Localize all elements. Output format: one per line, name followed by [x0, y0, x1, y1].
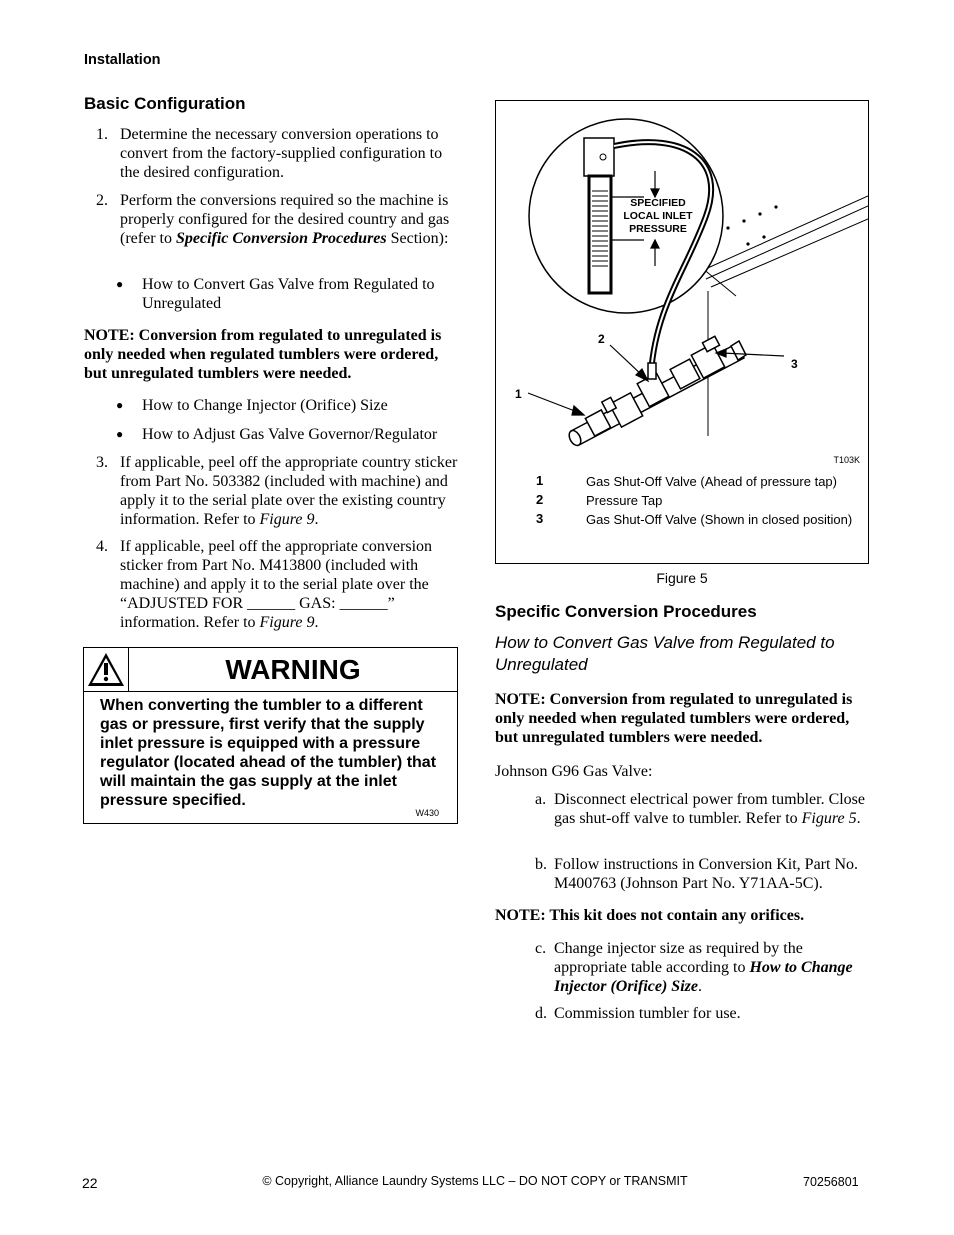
bullet-icon: ● — [116, 398, 124, 412]
valve-intro: Johnson G96 Gas Valve: — [495, 763, 653, 780]
step-text: If applicable, peel off the appropriate country sticker from Part No. 503382 (included with machine) and apply it to the serial plate over the existing country information. Refer to Figure 9. — [120, 454, 458, 528]
cross-reference: Figure 5 — [801, 810, 857, 827]
manometer-tube — [589, 176, 611, 293]
basic-configuration-heading: Basic Configuration — [84, 94, 246, 113]
legend-number: 3 — [536, 511, 544, 526]
step-letter: d. — [535, 1005, 547, 1022]
note: NOTE: This kit does not contain any orifices. — [495, 907, 805, 924]
pressure-label-line: LOCAL INLET — [623, 210, 693, 222]
warning-title: WARNING — [225, 654, 361, 685]
legend-number: 1 — [536, 473, 544, 488]
step-number: 1. — [96, 126, 108, 143]
bullet-text: How to Adjust Gas Valve Governor/Regulator — [142, 426, 438, 443]
gas-valve-illustration — [496, 101, 868, 461]
step-letter: a. — [535, 791, 547, 808]
callout-number-1: 1 — [515, 387, 522, 401]
warning-icon — [84, 648, 129, 691]
frame-hole — [746, 242, 749, 245]
basic-configuration-list — [84, 125, 459, 645]
step-text: Commission tumbler for use. — [554, 1005, 741, 1022]
note: NOTE: Conversion from regulated to unregulated is only needed when regulated tumblers were ordered, but unregulated tumblers were needed. — [495, 691, 853, 746]
step-number: 2. — [96, 192, 108, 209]
step-number: 4. — [96, 538, 108, 555]
figure-5-box — [495, 100, 869, 564]
pressure-tap — [648, 363, 656, 379]
bullet-text: How to Convert Gas Valve from Regulated to Unregulated — [142, 276, 435, 312]
legend-number: 2 — [536, 492, 544, 507]
page-number: 22 — [82, 1175, 98, 1191]
frame-hole — [742, 219, 745, 222]
step-letter: b. — [535, 856, 547, 873]
legend-text: Gas Shut-Off Valve (Ahead of pressure tap) — [586, 474, 837, 489]
step-text: Disconnect electrical power from tumbler. Close gas shut-off valve to tumbler. Refer to Figure 5. — [554, 791, 866, 827]
bullet-text: How to Change Injector (Orifice) Size — [142, 397, 388, 414]
note: NOTE: Conversion from regulated to unregulated is only needed when regulated tumblers were ordered, but unregulated tumblers were needed. — [84, 327, 442, 382]
frame-rail — [711, 219, 868, 287]
specific-procedures-heading: Specific Conversion Procedures — [495, 602, 757, 621]
legend-text: Gas Shut-Off Valve (Shown in closed position) — [586, 512, 853, 527]
cross-reference: Figure 9 — [259, 614, 315, 631]
pressure-label-line: PRESSURE — [629, 223, 687, 235]
pressure-label-line: SPECIFIED — [630, 197, 686, 209]
warning-box — [83, 647, 458, 824]
frame-rail — [701, 196, 868, 271]
step-number: 3. — [96, 454, 108, 471]
step-text: Follow instructions in Conversion Kit, Part No. M400763 (Johnson Part No. Y71AA-5C). — [554, 856, 858, 892]
callout-number-3: 3 — [791, 357, 798, 371]
figure-caption: Figure 5 — [656, 570, 708, 586]
callout-leader-1 — [528, 393, 580, 413]
manometer-head — [584, 138, 614, 176]
cross-reference: Specific Conversion Procedures — [175, 230, 387, 247]
step-text: Determine the necessary conversion operations to convert from the factory-supplied configuration to the desired configuration. — [120, 126, 443, 181]
legend-text: Pressure Tap — [586, 493, 663, 508]
frame-hole — [762, 235, 765, 238]
warning-text: When converting the tumbler to a different gas or pressure, first verify that the supply inlet pressure is equipped with a pressure regulator (located ahead of the tumbler) that will maintain the gas supply at the inlet pressure specified. — [100, 697, 437, 809]
frame-hole — [758, 212, 761, 215]
procedure-subheading: How to Convert Gas Valve from Regulated to Unregulated — [495, 633, 835, 674]
warning-code: W430 — [415, 808, 439, 818]
step-text: Perform the conversions required so the machine is properly configured for the desired country and gas (refer to Specific Conversion Procedures Section): — [120, 192, 450, 247]
copyright-notice: © Copyright, Alliance Laundry Systems LLC – DO NOT COPY or TRANSMIT — [262, 1174, 688, 1188]
figure-code: T103K — [833, 455, 860, 465]
step-text: If applicable, peel off the appropriate conversion sticker from Part No. M413800 (included with machine) and apply it to the serial plate over the “ADJUSTED FOR ______ GAS: ______” information. Refer to Figure 9. — [120, 538, 433, 631]
frame-hole — [774, 205, 777, 208]
step-text: Change injector size as required by the appropriate table according to How to Change Injector (Orifice) Size. — [554, 940, 853, 995]
bullet-icon: ● — [116, 277, 124, 291]
cross-reference: How to Change Injector (Orifice) Size — [554, 959, 853, 995]
frame-hole — [726, 226, 729, 229]
warning-header — [84, 648, 457, 692]
procedure-body — [495, 690, 870, 1030]
callout-number-2: 2 — [598, 332, 605, 346]
frame-rail — [706, 206, 868, 279]
section-label: Installation — [84, 52, 161, 68]
cross-reference: Figure 9 — [259, 511, 315, 528]
document-number: 70256801 — [803, 1175, 859, 1189]
bullet-icon: ● — [116, 427, 124, 441]
step-letter: c. — [535, 940, 547, 957]
